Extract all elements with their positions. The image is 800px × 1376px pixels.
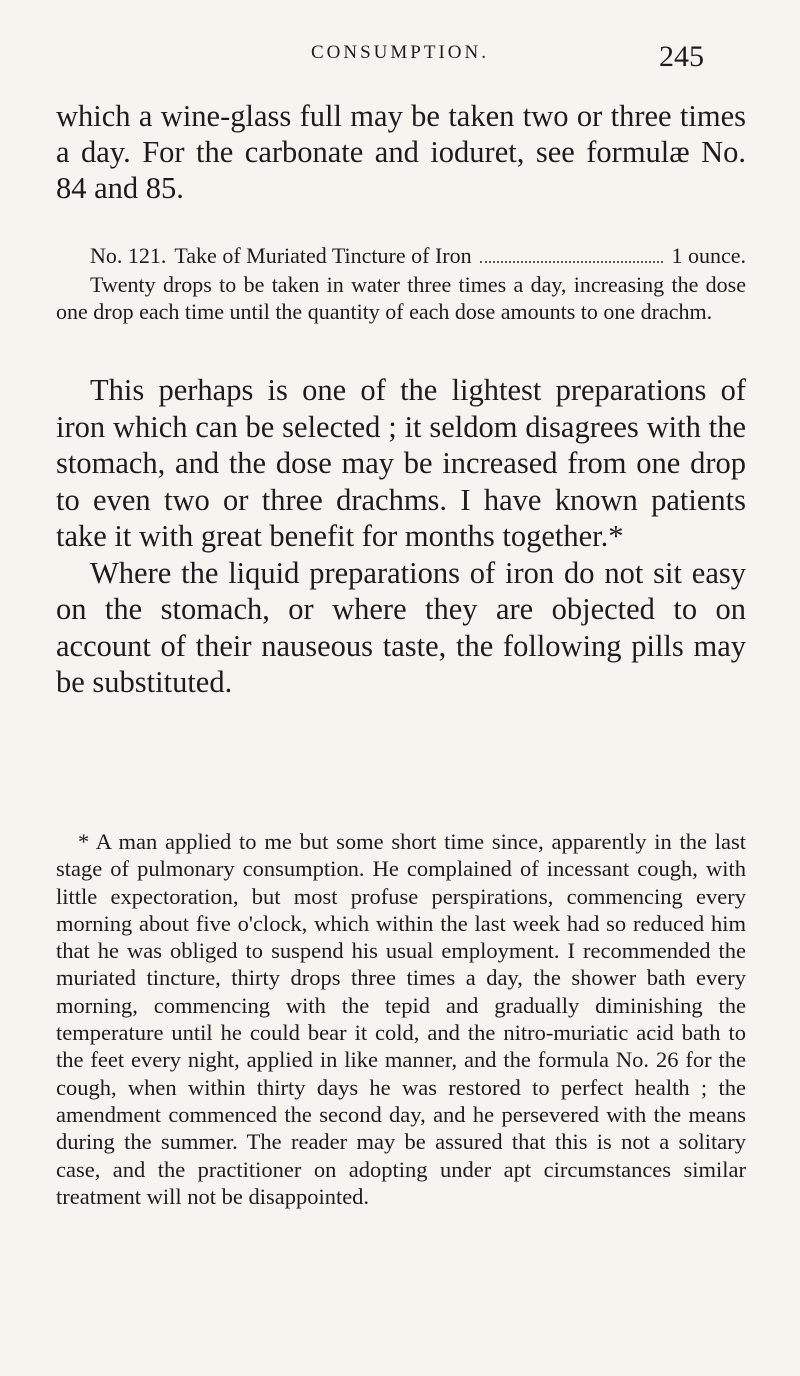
running-title: CONSUMPTION. xyxy=(311,42,489,63)
paragraph-pills: Where the liquid preparations of iron do not sit easy on the stomach, or where they are objected to on account of their nauseous taste, the following pills may be substituted. xyxy=(56,555,746,699)
main-text xyxy=(56,372,746,701)
running-head xyxy=(0,40,800,80)
opening-paragraph xyxy=(56,98,746,206)
recipe-directions: Twenty drops to be taken in water three times a day, increasing the dose one drop each time until the quantity of each dose amounts to one drachm. xyxy=(56,272,746,324)
recipe-number: No. 121. xyxy=(90,243,167,268)
dot-leader xyxy=(480,261,664,263)
recipe-quantity: 1 ounce. xyxy=(671,243,746,268)
footnote xyxy=(56,828,746,1210)
recipe-ingredient: Take of Muriated Tincture of Iron xyxy=(174,243,472,268)
recipe-line xyxy=(56,242,746,269)
paragraph-iron-preparations: This perhaps is one of the lightest preparations of iron which can be selected ; it seldom disagrees with the stomach, and the dose may be increased from one drop to even two or three drachms. I have known patients take it with great benefit for months together.* xyxy=(56,373,746,553)
recipe-121 xyxy=(56,242,746,325)
page-number: 245 xyxy=(659,40,704,73)
footnote-text: * A man applied to me but some short time since, apparently in the last stage of pulmonary consumption. He complained of incessant cough, with little expectoration, but most profuse perspirations, commencing every morning about five o'clock, which within the last week had so reduced him that he was obliged to suspend his usual employment. I recommended the muriated tincture, thirty drops three times a day, the shower bath every morning, commencing with the tepid and gradually diminishing the temperature until he could bear it cold, and the nitro-muriatic acid bath to the feet every night, applied in like manner, and the formula No. 26 for the cough, when within thirty days he was restored to perfect health ; the amendment commenced the second day, and he persevered with the means during the summer. The reader may be assured that this is not a solitary case, and the practitioner on adopting under apt circumstances similar treatment will not be disappointed. xyxy=(56,829,746,1209)
opening-text: which a wine-glass full may be taken two or three times a day. For the carbonate and ioduret, see formulæ No. 84 and 85. xyxy=(56,99,746,205)
